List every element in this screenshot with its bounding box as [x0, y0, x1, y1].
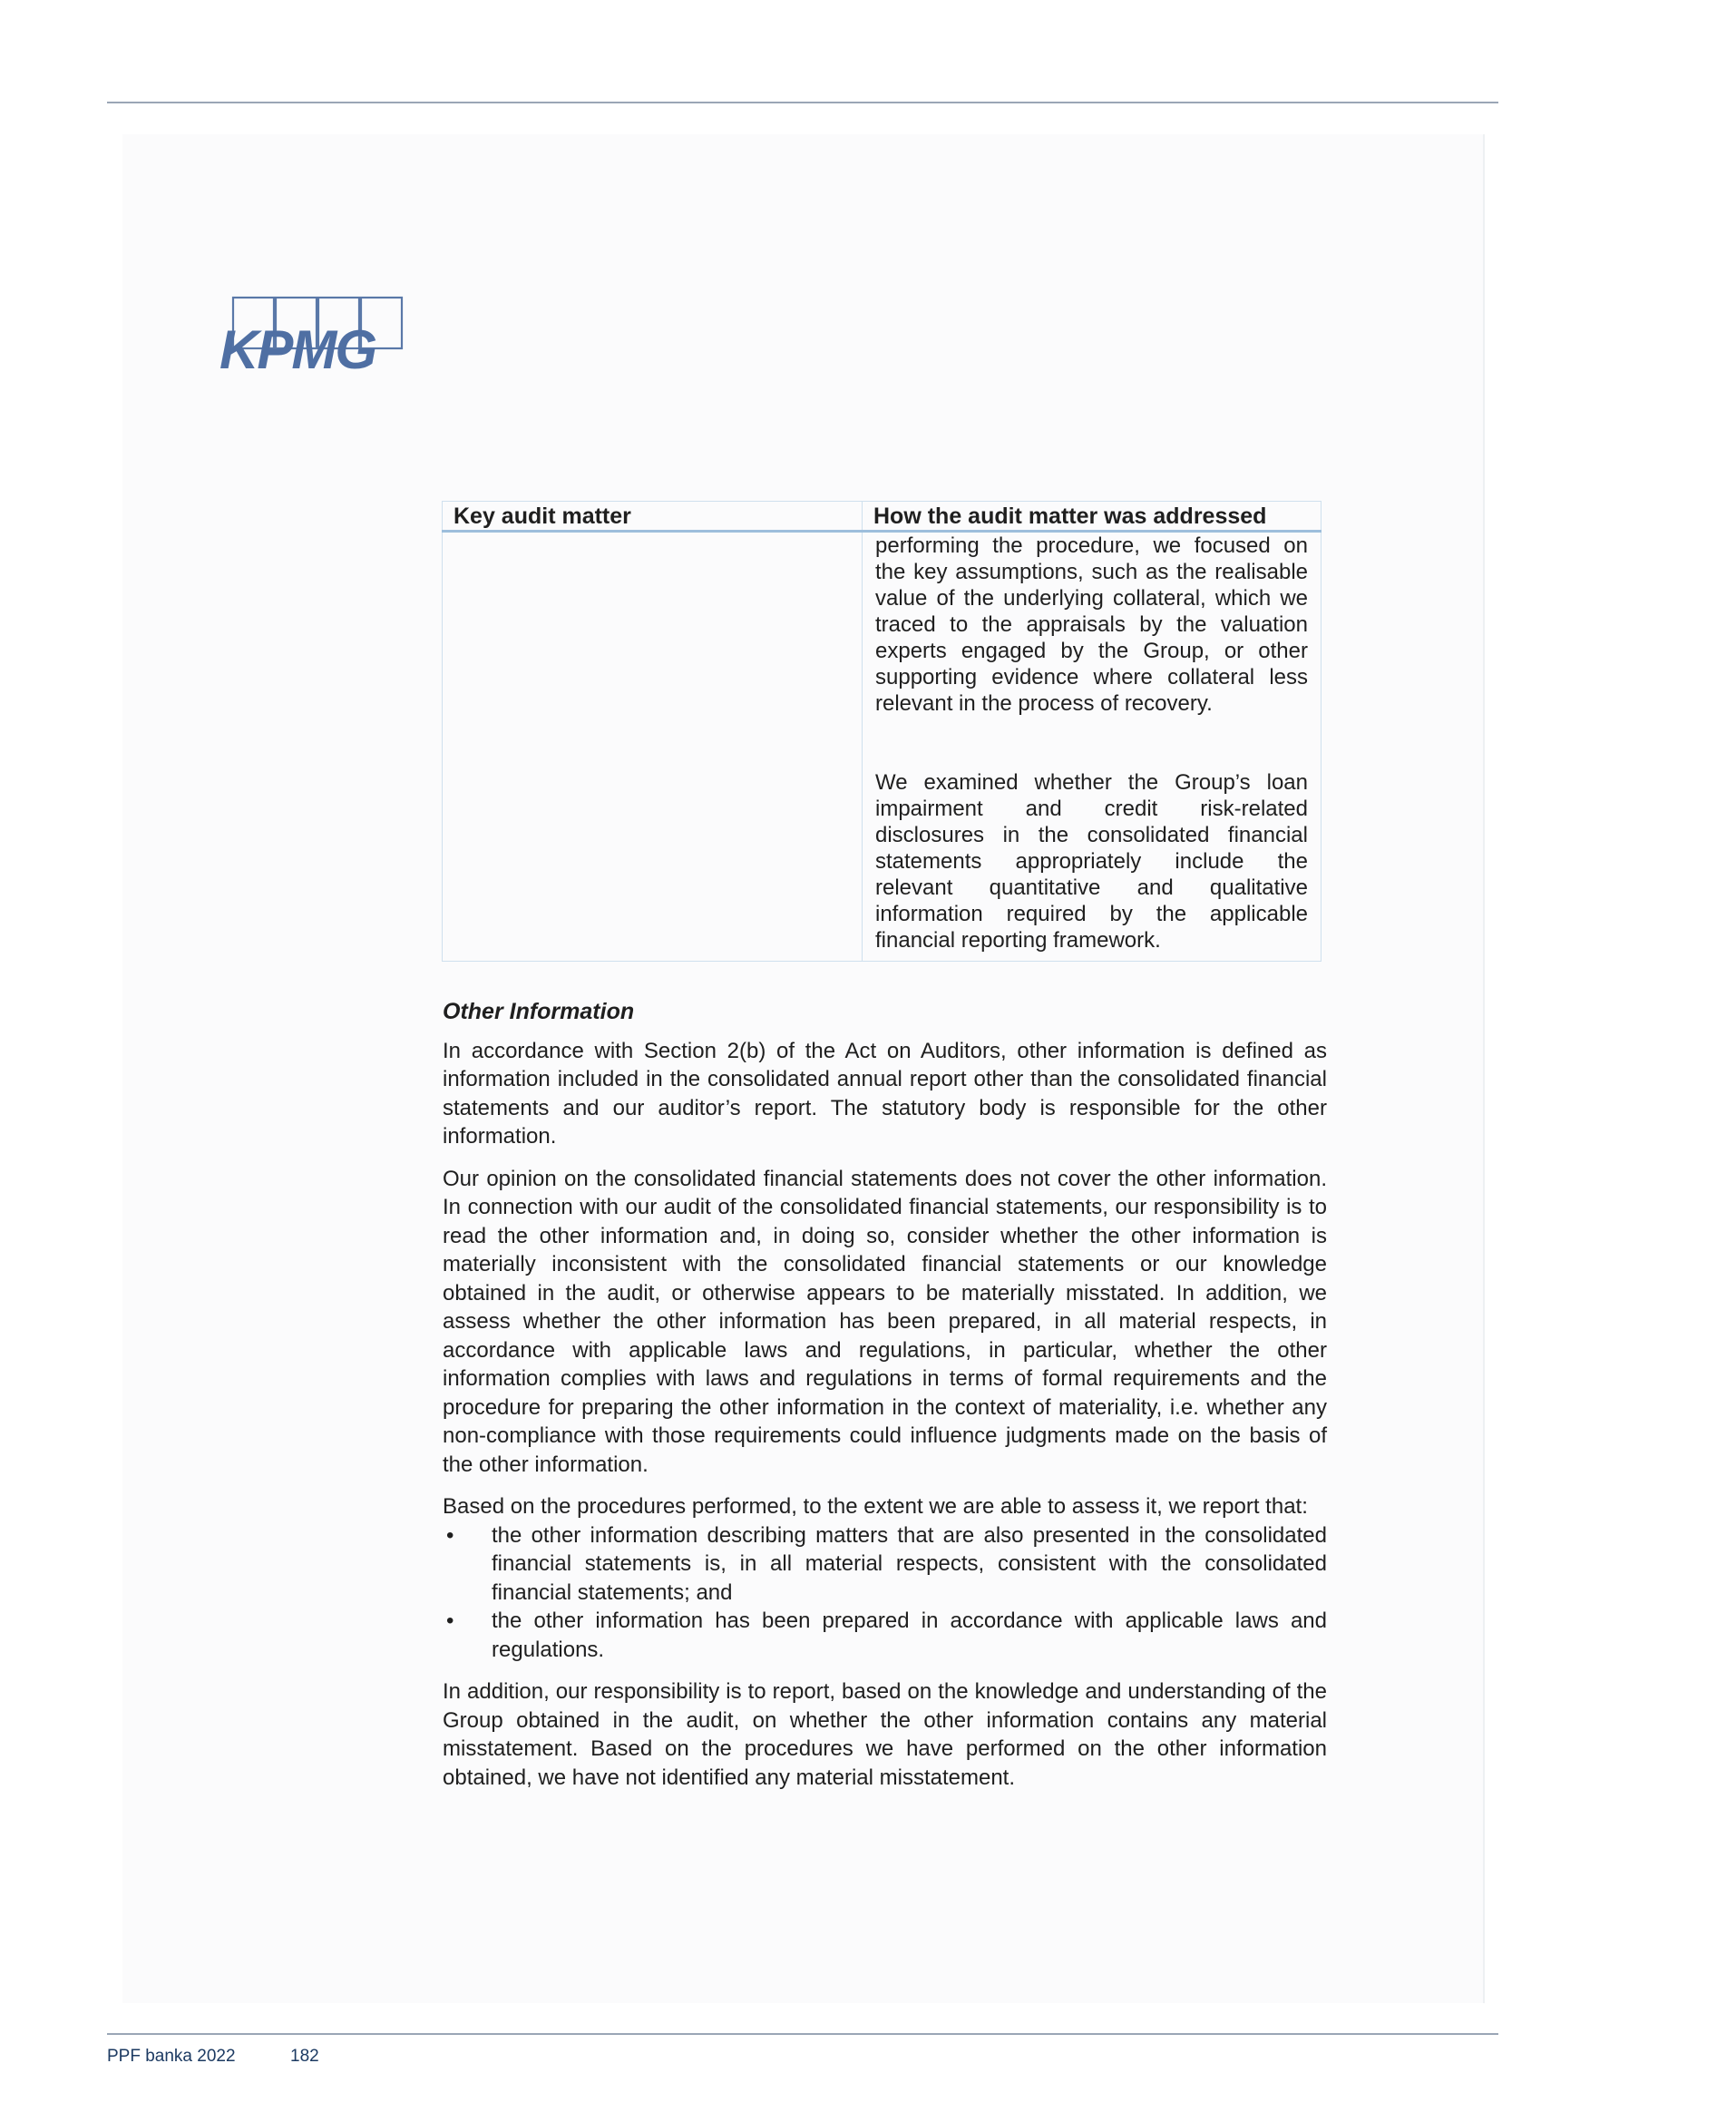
paragraph-responsibility: Our opinion on the consolidated financial statements does not cover the other information. In connection with our audit of the consolidated financial statements, our responsibility is to read the other information and, in doing so, consider whether the other information is materially inconsistent with the consolidated financial statements or our knowledge obtained in the audit, or otherwise appears to be materially misstated. In addition, we assess whether the other information has been prepared, in all material respects, in accordance with applicable laws and regulations, in particular, whether the other information complies with laws and regulations in terms of formal requirements and the procedure for preparing the other information in the context of materiality, i.e. whether any non-compliance with those requirements could influence judgments made on the basis of the other information. — [443, 1166, 1327, 1477]
other-information-section — [443, 998, 1327, 1805]
bullet-icon: • — [446, 1609, 454, 1633]
kpmg-logo — [218, 296, 408, 377]
table-row — [443, 532, 1322, 962]
list-item — [443, 1607, 1327, 1664]
key-audit-matter-cell — [443, 532, 863, 962]
bottom-rule — [107, 2033, 1498, 2035]
paragraph-report-intro: Based on the procedures performed, to the extent we are able to assess it, we report that: — [443, 1494, 1308, 1519]
footer-page-number: 182 — [290, 2047, 319, 2066]
kpmg-logo-text: KPMG — [219, 319, 375, 377]
bullet-text: the other information has been prepared in accordance with applicable laws and regulations. — [492, 1609, 1327, 1662]
footer-report-name: PPF banka 2022 — [107, 2047, 236, 2066]
other-information-heading: Other Information — [443, 999, 635, 1024]
header-how-addressed: How the audit matter was addressed — [863, 502, 1322, 532]
paragraph-definition: In accordance with Section 2(b) of the Act on Auditors, other information is defined as information included in the consolidated annual report other than the consolidated financial statements and our auditor’s report. The statutory body is responsible for the other information. — [443, 1038, 1327, 1149]
top-rule — [107, 102, 1498, 103]
bullet-text: the other information describing matters that are also presented in the consolidated financial statements is, in all material respects, consistent with the consolidated financial statements; and — [492, 1522, 1327, 1605]
table-header-row — [443, 502, 1322, 532]
disclosure-paragraph: We examined whether the Group’s loan impairment and credit risk-related disclosures in the consolidated financial statements appropriately include the relevant quantitative and qualitative information required by the applicable financial reporting framework. — [875, 770, 1308, 953]
list-item — [443, 1521, 1327, 1608]
paragraph-closing: In addition, our responsibility is to report, based on the knowledge and understanding of the Group obtained in the audit, on whether the other information contains any material misstatement. Based on the procedures we have performed on the other information obtained, we have not identified any material misstatement. — [443, 1679, 1327, 1790]
header-key-audit-matter: Key audit matter — [443, 502, 863, 532]
bullet-icon: • — [446, 1522, 454, 1548]
key-audit-matter-table — [442, 501, 1322, 962]
procedure-paragraph: performing the procedure, we focused on the key assumptions, such as the realisable value of the underlying collateral, which we traced to the appraisals by the valuation experts engaged by the Group, or other supporting evidence where collateral less relevant in the process of recovery. — [875, 533, 1308, 716]
findings-list — [443, 1521, 1327, 1665]
how-addressed-cell — [863, 532, 1322, 962]
